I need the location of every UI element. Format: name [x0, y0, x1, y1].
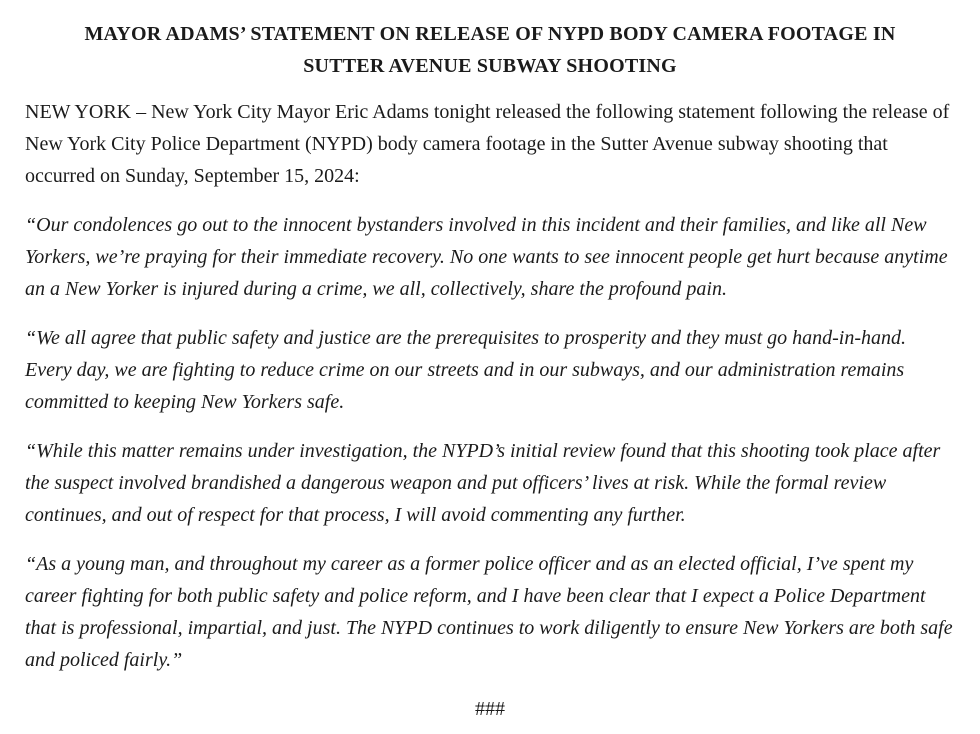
statement-paragraph-2: “We all agree that public safety and justice are the prerequisites to prosperity and they must go hand-in-hand. Every day, we are fighting to reduce crime on our streets and in our subways, and our administration remains committed to keeping New Yorkers safe. — [25, 327, 906, 413]
statement-paragraph-3: “While this matter remains under investigation, the NYPD’s initial review found that this shooting took place after the suspect involved brandished a dangerous weapon and put officers’ lives at risk. While the formal review continues, and out of respect for that process, I will avoid commenting any further. — [25, 440, 941, 526]
document-title-line2: SUTTER AVENUE SUBWAY SHOOTING — [303, 55, 677, 77]
intro-paragraph: NEW YORK – New York City Mayor Eric Adams tonight released the following statement following the release of New York City Police Department (NYPD) body camera footage in the Sutter Avenue subway shooting that occurred on Sunday, September 15, 2024: — [25, 101, 950, 187]
document-title-line1: MAYOR ADAMS’ STATEMENT ON RELEASE OF NYPD BODY CAMERA FOOTAGE IN — [84, 23, 896, 45]
press-release-end-mark: ### — [475, 698, 505, 720]
statement-paragraph-1: “Our condolences go out to the innocent bystanders involved in this incident and their families, and like all New Yorkers, we’re praying for their immediate recovery. No one wants to see innocent people get hurt because anytime an a New Yorker is injured during a crime, we all, collectively, share the profound pain. — [25, 214, 948, 300]
document-title — [25, 18, 955, 82]
statement-paragraph-4: “As a young man, and throughout my career as a former police officer and as an elected official, I’ve spent my career fighting for both public safety and police reform, and I have been clear that I expect a Police Department that is professional, impartial, and just. The NYPD continues to work diligently to ensure New Yorkers are both safe and policed fairly.” — [25, 553, 953, 671]
